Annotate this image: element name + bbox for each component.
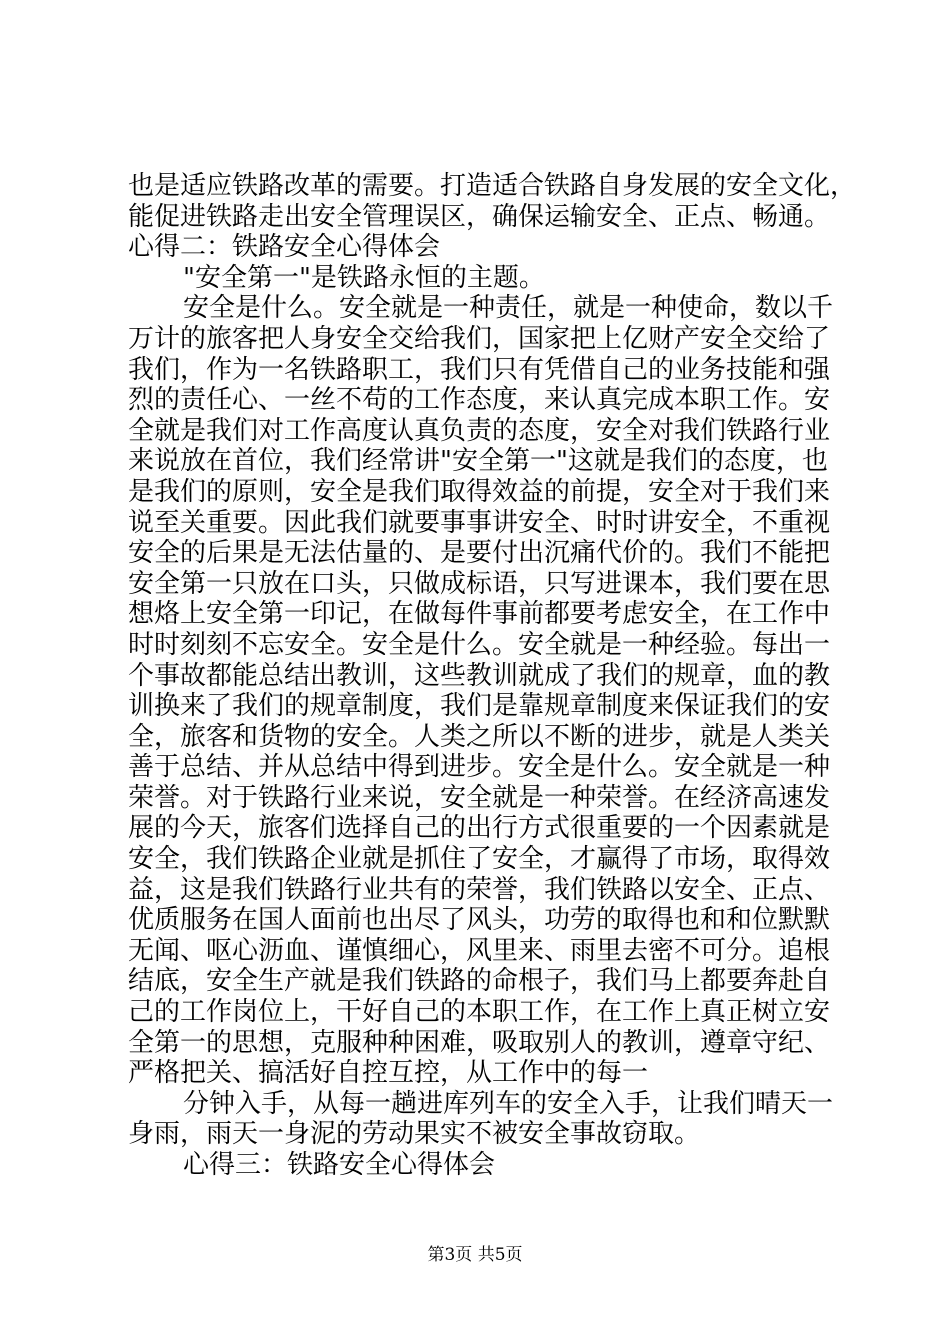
text-line: 全就是我们对工作高度认真负责的态度，安全对我们铁路行业 [128, 415, 831, 446]
text-line: 心得二：铁路安全心得体会 [128, 232, 441, 263]
text-line: 善于总结、并从总结中得到进步。安全是什么。安全就是一种 [128, 752, 831, 783]
text-line: 安全是什么。安全就是一种责任，就是一种使命，数以千 [183, 293, 834, 324]
text-line: 说至关重要。因此我们就要事事讲安全、时时讲安全，不重视 [128, 507, 831, 538]
text-line: 严格把关、搞活好自控互控，从工作中的每一 [128, 1058, 649, 1089]
text-line: 是我们的原则，安全是我们取得效益的前提，安全对于我们来 [128, 476, 831, 507]
text-line: 训换来了我们的规章制度，我们是靠规章制度来保证我们的安 [128, 691, 831, 722]
text-line: 己的工作岗位上，干好自己的本职工作，在工作上真正树立安 [128, 997, 831, 1028]
text-line: 全，旅客和货物的安全。人类之所以不断的进步，就是人类关 [128, 721, 831, 752]
text-line: 我们，作为一名铁路职工，我们只有凭借自己的业务技能和强 [128, 354, 831, 385]
text-line: 分钟入手，从每一趟进库列车的安全入手，让我们晴天一 [183, 1088, 834, 1119]
text-line: 展的今天，旅客们选择自己的出行方式很重要的一个因素就是 [128, 813, 831, 844]
text-line: 想烙上安全第一印记，在做每件事前都要考虑安全，在工作中 [128, 599, 831, 630]
text-line: 安全的后果是无法估量的、是要付出沉痛代价的。我们不能把 [128, 538, 831, 569]
text-line: 无闻、呕心沥血、谨慎细心，风里来、雨里去密不可分。追根 [128, 935, 831, 966]
text-line: 时时刻刻不忘安全。安全是什么。安全就是一种经验。每出一 [128, 629, 831, 660]
text-line: 能促进铁路走出安全管理误区，确保运输安全、正点、畅通。 [128, 201, 831, 232]
text-line: 安全第一只放在口头，只做成标语，只写进课本，我们要在思 [128, 568, 831, 599]
text-line: 安全，我们铁路企业就是抓住了安全，才赢得了市场，取得效 [128, 844, 831, 875]
document-body [128, 171, 857, 1181]
text-line: 益，这是我们铁路行业共有的荣誉，我们铁路以安全、正点、 [128, 874, 831, 905]
text-line: "安全第一"是铁路永恒的主题。 [183, 262, 545, 293]
text-line: 优质服务在国人面前也出尽了风头，功劳的取得也和和位默默 [128, 905, 831, 936]
text-line: 个事故都能总结出教训，这些教训就成了我们的规章，血的教 [128, 660, 831, 691]
text-line: 荣誉。对于铁路行业来说，安全就是一种荣誉。在经济高速发 [128, 782, 831, 813]
text-line: 万计的旅客把人身安全交给我们，国家把上亿财产安全交给了 [128, 323, 831, 354]
text-line: 也是适应铁路改革的需要。打造适合铁路自身发展的安全文化， [128, 171, 857, 201]
page-footer: 第3页 共5页 [427, 1245, 523, 1265]
text-line: 来说放在首位，我们经常讲"安全第一"这就是我们的态度，也 [128, 446, 828, 477]
text-line: 心得三：铁路安全心得体会 [183, 1150, 496, 1180]
text-line: 全第一的思想，克服种种困难，吸取别人的教训，遵章守纪、 [128, 1027, 831, 1058]
text-line: 身雨，雨天一身泥的劳动果实不被安全事故窃取。 [128, 1119, 701, 1150]
text-line: 结底，安全生产就是我们铁路的命根子，我们马上都要奔赴自 [128, 966, 831, 997]
text-line: 烈的责任心、一丝不苟的工作态度，来认真完成本职工作。安 [128, 385, 831, 416]
